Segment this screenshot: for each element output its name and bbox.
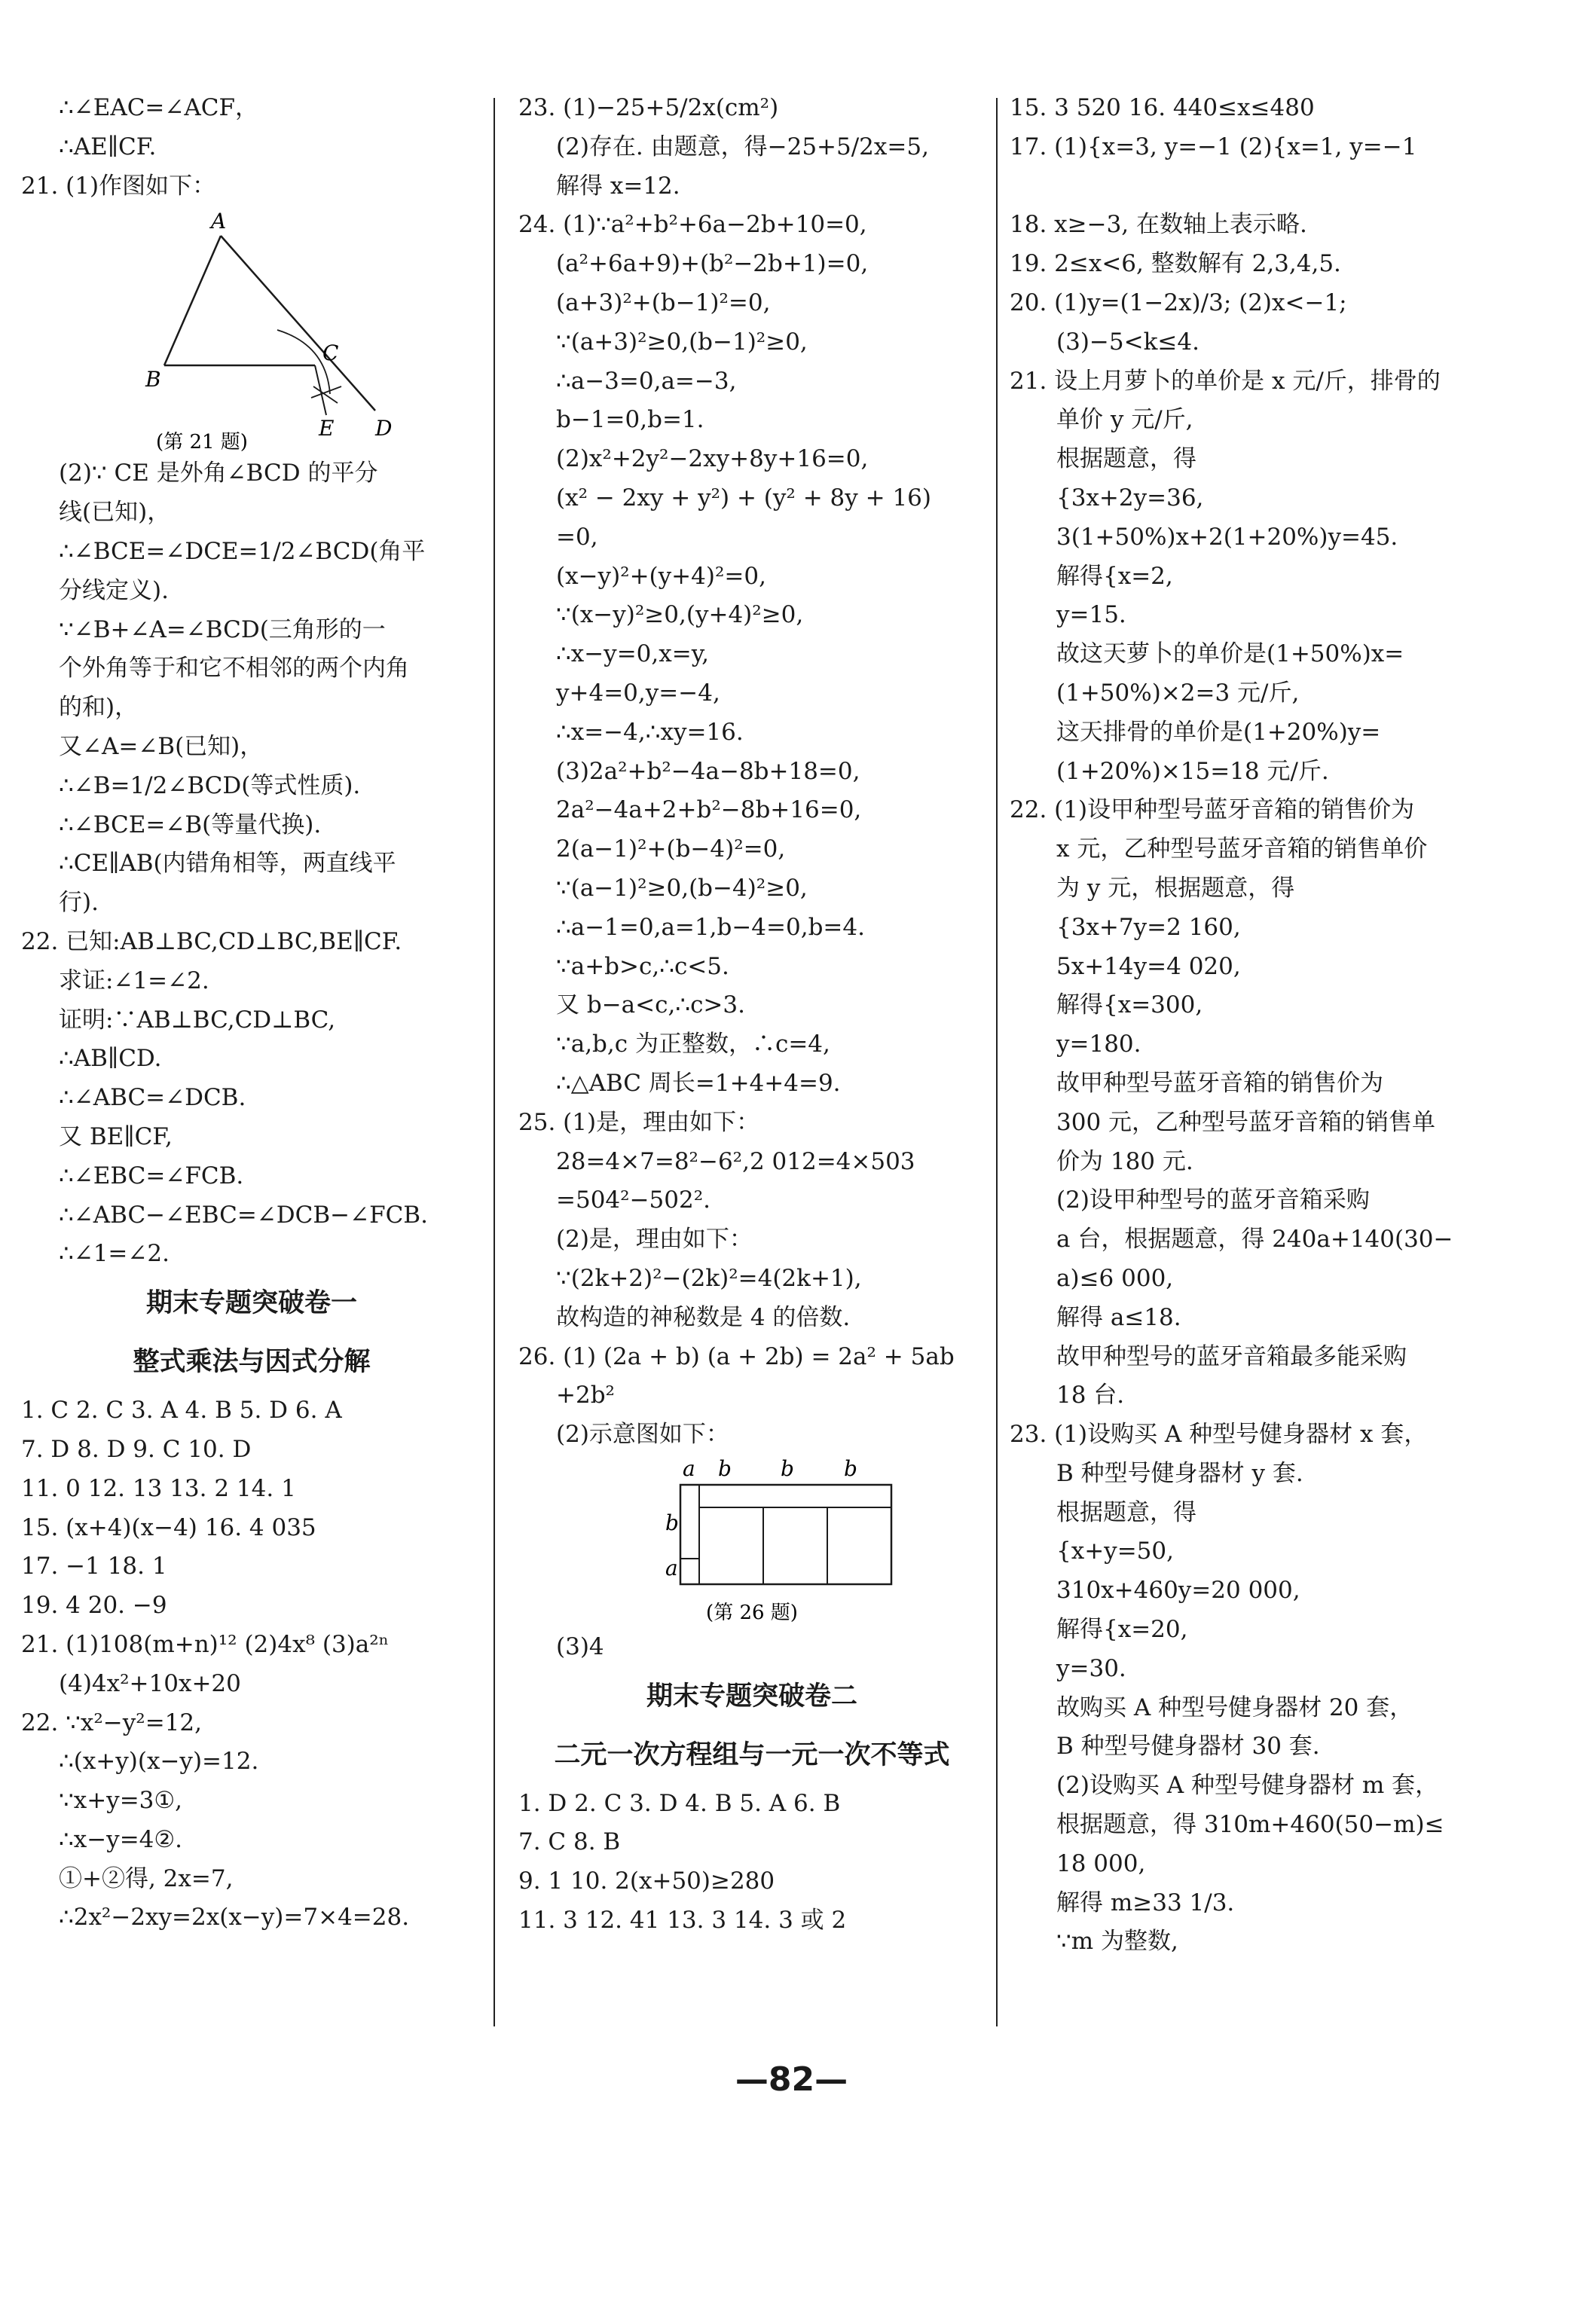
column-1 [21, 89, 482, 1938]
answer-line: 线(已知)， [59, 499, 171, 527]
answer-line: 又 b−a<c,∴c>3. [556, 991, 745, 1019]
answer-line: ∴2x²−2xy=2x(x−y)=7×4=28. [59, 1904, 410, 1932]
answer-line: (2)x²+2y²−2xy+8y+16=0, [556, 445, 869, 473]
answer-line: {3x+2y=36, [1056, 484, 1204, 512]
answer-line: y+4=0,y=−4, [556, 679, 720, 707]
answer-line: ∵(2k+2)²−(2k)²=4(2k+1), [556, 1264, 862, 1292]
answer-line: ∴∠ABC=∠DCB. [59, 1084, 246, 1112]
answer-line: 15. (x+4)(x−4) 16. 4 035 [21, 1513, 316, 1541]
answer-line: 2(a−1)²+(b−4)²=0, [556, 835, 786, 863]
answer-line: ∴a−3=0,a=−3, [556, 367, 737, 395]
answer-line: 15. 3 520 16. 440≤x≤480 [1010, 94, 1315, 121]
answer-line: 25. (1)是，理由如下： [518, 1108, 760, 1136]
answer-line: (1+50%)×2=3 元/斤, [1056, 679, 1300, 707]
answer-line: ∴∠BCE=∠B(等量代换). [59, 811, 322, 838]
answer-line: 行). [59, 889, 99, 917]
answer-line: 价为 180 元. [1056, 1147, 1193, 1175]
answer-line: B 种型号健身器材 30 套. [1056, 1733, 1320, 1761]
answer-line: ∵(a+3)²≥0,(b−1)²≥0, [556, 328, 808, 356]
answer-line: 23. (1)−25+5/2x(cm²) [518, 94, 779, 121]
answer-line: 故这天萝卜的单价是(1+50%)x= [1056, 640, 1404, 668]
answer-line: 解得{x=20, [1056, 1616, 1188, 1644]
answer-line: 故构造的神秘数是 4 的倍数. [556, 1303, 851, 1331]
answer-line: ∴∠B=1/2∠BCD(等式性质). [59, 771, 361, 799]
answer-line: {x+y=50, [1056, 1538, 1174, 1565]
answer-line: =0, [556, 523, 598, 551]
answer-line: ∴∠BCE=∠DCE=1/2∠BCD(角平 [59, 537, 426, 565]
answer-line: 3(1+50%)x+2(1+20%)y=45. [1056, 523, 1398, 551]
side-ab [164, 236, 221, 365]
answer-line: ①+②得, 2x=7, [59, 1864, 234, 1892]
answer-line: 5x+14y=4 020, [1056, 952, 1241, 980]
answer-line: (2)设甲种型号的蓝牙音箱采购 [1056, 1186, 1370, 1214]
top-label-b3: b [844, 1455, 857, 1481]
answer-line: ∵a+b>c,∴c<5. [556, 952, 729, 980]
answer-line: y=15. [1056, 601, 1126, 629]
answer-line: 17. (1){x=3, y=−1 (2){x=1, y=−1 [1010, 133, 1417, 160]
answer-line: ∴a−1=0,a=1,b−4=0,b=4. [556, 913, 865, 941]
answer-line: 解得{x=2, [1056, 562, 1173, 590]
answer-line: x 元，乙种型号蓝牙音箱的销售单价 [1056, 835, 1428, 863]
answer-line: ∴△ABC 周长=1+4+4=9. [556, 1069, 841, 1097]
answer-line: (2)存在. 由题意，得−25+5/2x=5, [556, 133, 929, 160]
answer-line: 2a²−4a+2+b²−8b+16=0, [556, 796, 862, 824]
answer-line: (2)∵ CE 是外角∠BCD 的平分 [59, 460, 378, 487]
answer-line: 9. 1 10. 2(x+50)≥280 [518, 1867, 775, 1895]
figure-caption: (第 26 题) [706, 1601, 798, 1624]
answer-line: ∴x=−4,∴xy=16. [556, 718, 744, 746]
answer-line: y=180. [1056, 1031, 1141, 1058]
answer-line: (3)4 [556, 1632, 604, 1660]
answer-line: (a²+6a+9)+(b²−2b+1)=0, [556, 250, 869, 278]
answer-line: 的和)， [59, 694, 139, 722]
answer-line: +2b² [556, 1382, 615, 1409]
answer-line: 7. D 8. D 9. C 10. D [21, 1435, 252, 1463]
answer-line: 根据题意，得 310m+460(50−m)≤ [1056, 1811, 1444, 1839]
answer-line: a 台，根据题意，得 240a+140(30− [1056, 1226, 1453, 1254]
answer-line: 18 台. [1056, 1382, 1125, 1409]
answer-line: (x² − 2xy + y²) + (y² + 8y + 16) [556, 484, 931, 512]
answer-line: 300 元，乙种型号蓝牙音箱的销售单 [1056, 1108, 1436, 1136]
answer-line: ∴CE∥AB(内错角相等，两直线平 [59, 850, 396, 878]
label-b: B [145, 367, 161, 392]
side-label-b: b [665, 1510, 679, 1535]
answer-line: 根据题意，得 [1056, 1498, 1196, 1526]
figure-26 [518, 1455, 986, 1628]
outer-rectangle [680, 1485, 891, 1584]
answer-line: (1+20%)×15=18 元/斤. [1056, 757, 1329, 785]
answer-line: 18 000, [1056, 1849, 1146, 1877]
answer-line: 28=4×7=8²−6²,2 012=4×503 [556, 1147, 915, 1175]
answer-line: 21. (1)作图如下： [21, 172, 216, 200]
label-a: A [211, 209, 227, 234]
answer-line: 11. 3 12. 41 13. 3 14. 3 或 2 [518, 1907, 847, 1935]
answer-line: 这天排骨的单价是(1+20%)y= [1056, 718, 1381, 746]
answer-line: 又 BE∥CF, [59, 1122, 173, 1150]
answer-line: 19. 4 20. −9 [21, 1592, 167, 1620]
answer-line: 求证:∠1=∠2. [59, 967, 209, 994]
rectangle-diagram [518, 1455, 986, 1628]
top-label-b2: b [781, 1455, 794, 1481]
answer-line: 解得 a≤18. [1056, 1303, 1181, 1331]
answer-line: (2)是，理由如下： [556, 1226, 753, 1254]
triangle-diagram [21, 206, 473, 454]
answer-line: ∴AE∥CF. [59, 133, 157, 160]
answer-line: 19. 2≤x<6, 整数解有 2,3,4,5. [1010, 250, 1341, 278]
construction-marks [311, 386, 341, 403]
answer-line: 24. (1)∵a²+b²+6a−2b+10=0, [518, 211, 867, 239]
answer-line: 分线定义). [59, 576, 169, 604]
label-c: C [322, 341, 339, 366]
answer-line: 21. 设上月萝卜的单价是 x 元/斤，排骨的 [1010, 367, 1441, 395]
answer-line: 21. (1)108(m+n)¹² (2)4x⁸ (3)a²ⁿ [21, 1630, 390, 1658]
side-label-a: a [665, 1555, 678, 1580]
answer-line: a)≤6 000, [1056, 1264, 1174, 1292]
answer-line: 故甲种型号的蓝牙音箱最多能采购 [1056, 1342, 1407, 1370]
answer-line: 26. (1) (2a + b) (a + 2b) = 2a² + 5ab [518, 1342, 955, 1370]
section-heading: 期末专题突破卷一 [145, 1288, 357, 1319]
answer-line: 22. (1)设甲种型号蓝牙音箱的销售价为 [1010, 796, 1415, 824]
answer-line: 为 y 元，根据题意，得 [1056, 874, 1295, 902]
answer-line: ∴∠EBC=∠FCB. [59, 1162, 244, 1189]
page-number: —82— [735, 2060, 848, 2099]
answer-line: (4)4x²+10x+20 [59, 1669, 241, 1697]
answer-line: b−1=0,b=1. [556, 406, 704, 434]
answer-line: =504²−502². [556, 1186, 711, 1214]
column-divider-right [996, 98, 998, 2026]
side-ac-extended [221, 236, 375, 411]
section-subheading: 整式乘法与因式分解 [133, 1347, 371, 1378]
top-label-a: a [683, 1455, 695, 1481]
answer-line: ∵(a−1)²≥0,(b−4)²≥0, [556, 874, 808, 902]
answer-line: 1. D 2. C 3. D 4. B 5. A 6. B [518, 1789, 841, 1817]
answer-line: 证明:∵AB⊥BC,CD⊥BC, [59, 1006, 336, 1034]
answer-line: 故甲种型号蓝牙音箱的销售价为 [1056, 1069, 1383, 1097]
answer-line: 11. 0 12. 13 13. 2 14. 1 [21, 1474, 296, 1502]
answer-line: 故购买 A 种型号健身器材 20 套， [1056, 1693, 1413, 1721]
answer-line: 单价 y 元/斤, [1056, 406, 1193, 434]
answer-line: (a+3)²+(b−1)²=0, [556, 289, 771, 316]
answer-line: 又∠A=∠B(已知)， [59, 732, 264, 760]
answer-line: 18. x≥−3, 在数轴上表示略. [1010, 211, 1307, 239]
answer-line: (3)2a²+b²−4a−8b+18=0, [556, 757, 860, 785]
answer-line: ∵x+y=3①, [59, 1787, 183, 1815]
answer-line: 17. −1 18. 1 [21, 1553, 167, 1580]
answer-line: 20. (1)y=(1−2x)/3; (2)x<−1; [1010, 289, 1347, 316]
section-heading: 期末专题突破卷二 [646, 1681, 857, 1712]
answer-line: ∴∠ABC−∠EBC=∠DCB−∠FCB. [59, 1201, 428, 1229]
answer-line: y=30. [1056, 1654, 1126, 1682]
bisector-ce [315, 365, 326, 415]
answer-line: 解得{x=300, [1056, 991, 1203, 1019]
answer-line: (3)−5<k≤4. [1056, 328, 1199, 356]
section-subheading: 二元一次方程组与一元一次不等式 [554, 1739, 950, 1770]
answer-line: 22. 已知:AB⊥BC,CD⊥BC,BE∥CF. [21, 927, 402, 955]
answer-line: ∴∠1=∠2. [59, 1240, 170, 1268]
column-2 [518, 89, 986, 1941]
answer-line: ∴x−y=0,x=y, [556, 640, 709, 668]
answer-line: ∴(x+y)(x−y)=12. [59, 1748, 259, 1776]
top-label-b1: b [718, 1455, 732, 1481]
column-divider-left [494, 98, 495, 2026]
answer-line: 7. C 8. B [518, 1828, 621, 1856]
answer-line: 根据题意，得 [1056, 445, 1196, 473]
answer-line: 22. ∵x²−y²=12, [21, 1709, 202, 1736]
answer-line [1010, 167, 1492, 206]
answer-line: ∵a,b,c 为正整数，∴c=4, [556, 1031, 830, 1058]
answer-line: 310x+460y=20 000, [1056, 1577, 1300, 1605]
figure-21 [21, 206, 482, 454]
answer-line: ∵∠B+∠A=∠BCD(三角形的一 [59, 615, 386, 643]
answer-line: 1. C 2. C 3. A 4. B 5. D 6. A [21, 1397, 342, 1425]
answer-line: ∵(x−y)²≥0,(y+4)²≥0, [556, 601, 804, 629]
answer-line: ∴AB∥CD. [59, 1045, 162, 1073]
answer-line: B 种型号健身器材 y 套. [1056, 1459, 1303, 1487]
answer-line: (2)设购买 A 种型号健身器材 m 套， [1056, 1772, 1439, 1800]
answer-line: ∴∠EAC=∠ACF， [59, 94, 258, 121]
answer-line: ∵m 为整数, [1056, 1928, 1178, 1956]
answer-line: 解得 x=12. [556, 172, 680, 200]
label-d: D [375, 416, 393, 441]
answer-line: {3x+7y=2 160, [1056, 913, 1241, 941]
answer-line: 23. (1)设购买 A 种型号健身器材 x 套， [1010, 1421, 1428, 1449]
answer-line: (2)示意图如下： [556, 1421, 729, 1449]
label-e: E [319, 416, 335, 441]
answer-line: 解得 m≥33 1/3. [1056, 1889, 1235, 1916]
answer-line: ∴x−y=4②. [59, 1825, 183, 1853]
answer-line: 个外角等于和它不相邻的两个内角 [59, 655, 409, 683]
column-3 [1010, 89, 1492, 1962]
answer-line: (x−y)²+(y+4)²=0, [556, 562, 766, 590]
figure-caption: (第 21 题) [156, 431, 248, 454]
